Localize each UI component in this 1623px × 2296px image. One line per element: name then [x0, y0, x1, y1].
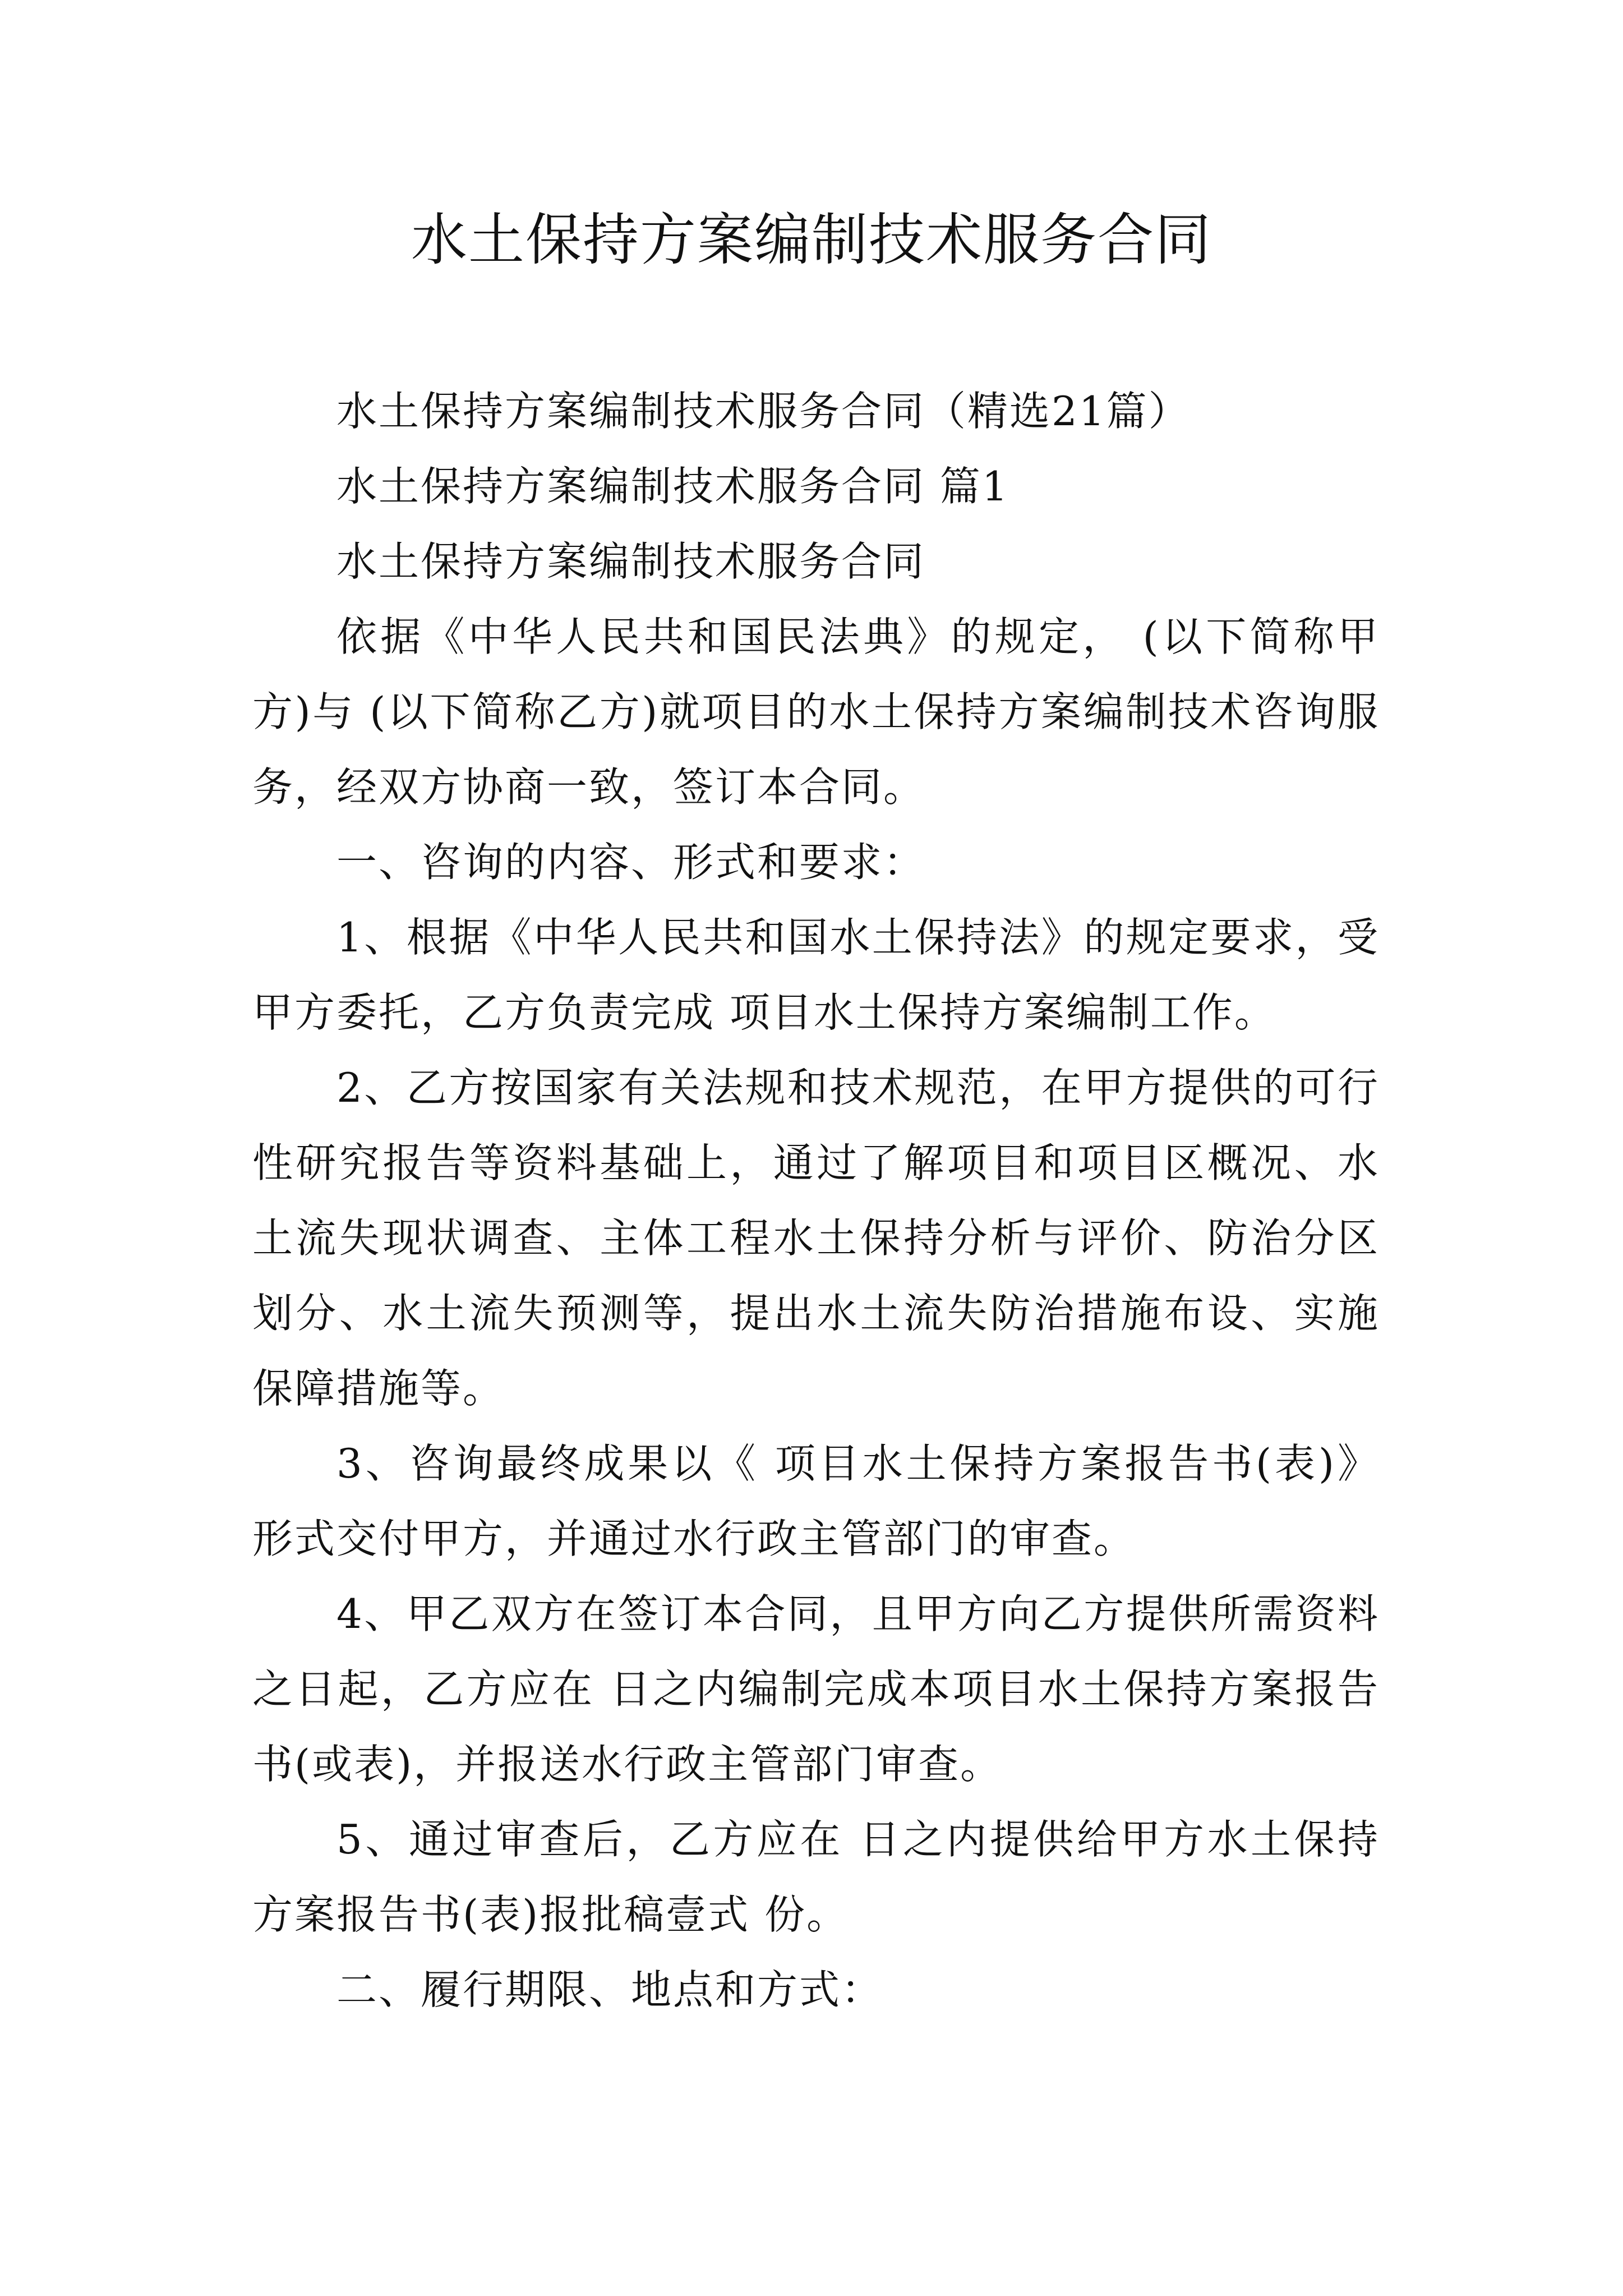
- paragraph-section-heading: 水土保持方案编制技术服务合同 篇1: [336, 463, 1009, 510]
- paragraph-item-3: 3、咨询最终成果以《 项目水土保持方案报告书(表)》形式交付甲方，并通过水行政主管部门的审查。: [252, 1440, 1380, 1562]
- paragraph-clause-heading-2: 二、履行期限、地点和方式：: [336, 1966, 884, 2013]
- document-title: 水土保持方案编制技术服务合同: [411, 207, 1212, 273]
- paragraph-item-1: 1、根据《中华人民共和国水土保持法》的规定要求，受甲方委托，乙方负责完成 项目水土保持方案编制工作。: [252, 914, 1380, 1036]
- paragraph-item-2: 2、乙方按国家有关法规和技术规范，在甲方提供的可行性研究报告等资料基础上，通过了解项目和项目区概况、水土流失现状调查、主体工程水土保持分析与评价、防治分区划分、水土流失预测等，提出水土流失防治措施布设、实施保障措施等。: [252, 1064, 1380, 1412]
- paragraph-subtitle: 水土保持方案编制技术服务合同（精选21篇）: [336, 388, 1191, 435]
- paragraph-preamble: 依据《中华人民共和国民法典》的规定， (以下简称甲方)与 (以下简称乙方)就项目的水土保持方案编制技术咨询服务，经双方协商一致，签订本合同。: [252, 613, 1380, 811]
- paragraph-item-4: 4、甲乙双方在签订本合同，且甲方向乙方提供所需资料之日起，乙方应在 日之内编制完成本项目水土保持方案报告书(或表)，并报送水行政主管部门审查。: [252, 1590, 1380, 1788]
- document-body: [252, 374, 1380, 2027]
- paragraph-contract-name: 水土保持方案编制技术服务合同: [336, 538, 926, 585]
- paragraph-item-5: 5、通过审查后，乙方应在 日之内提供给甲方水土保持方案报告书(表)报批稿壹式 份。: [252, 1816, 1380, 1938]
- paragraph-clause-heading-1: 一、咨询的内容、形式和要求：: [336, 839, 926, 886]
